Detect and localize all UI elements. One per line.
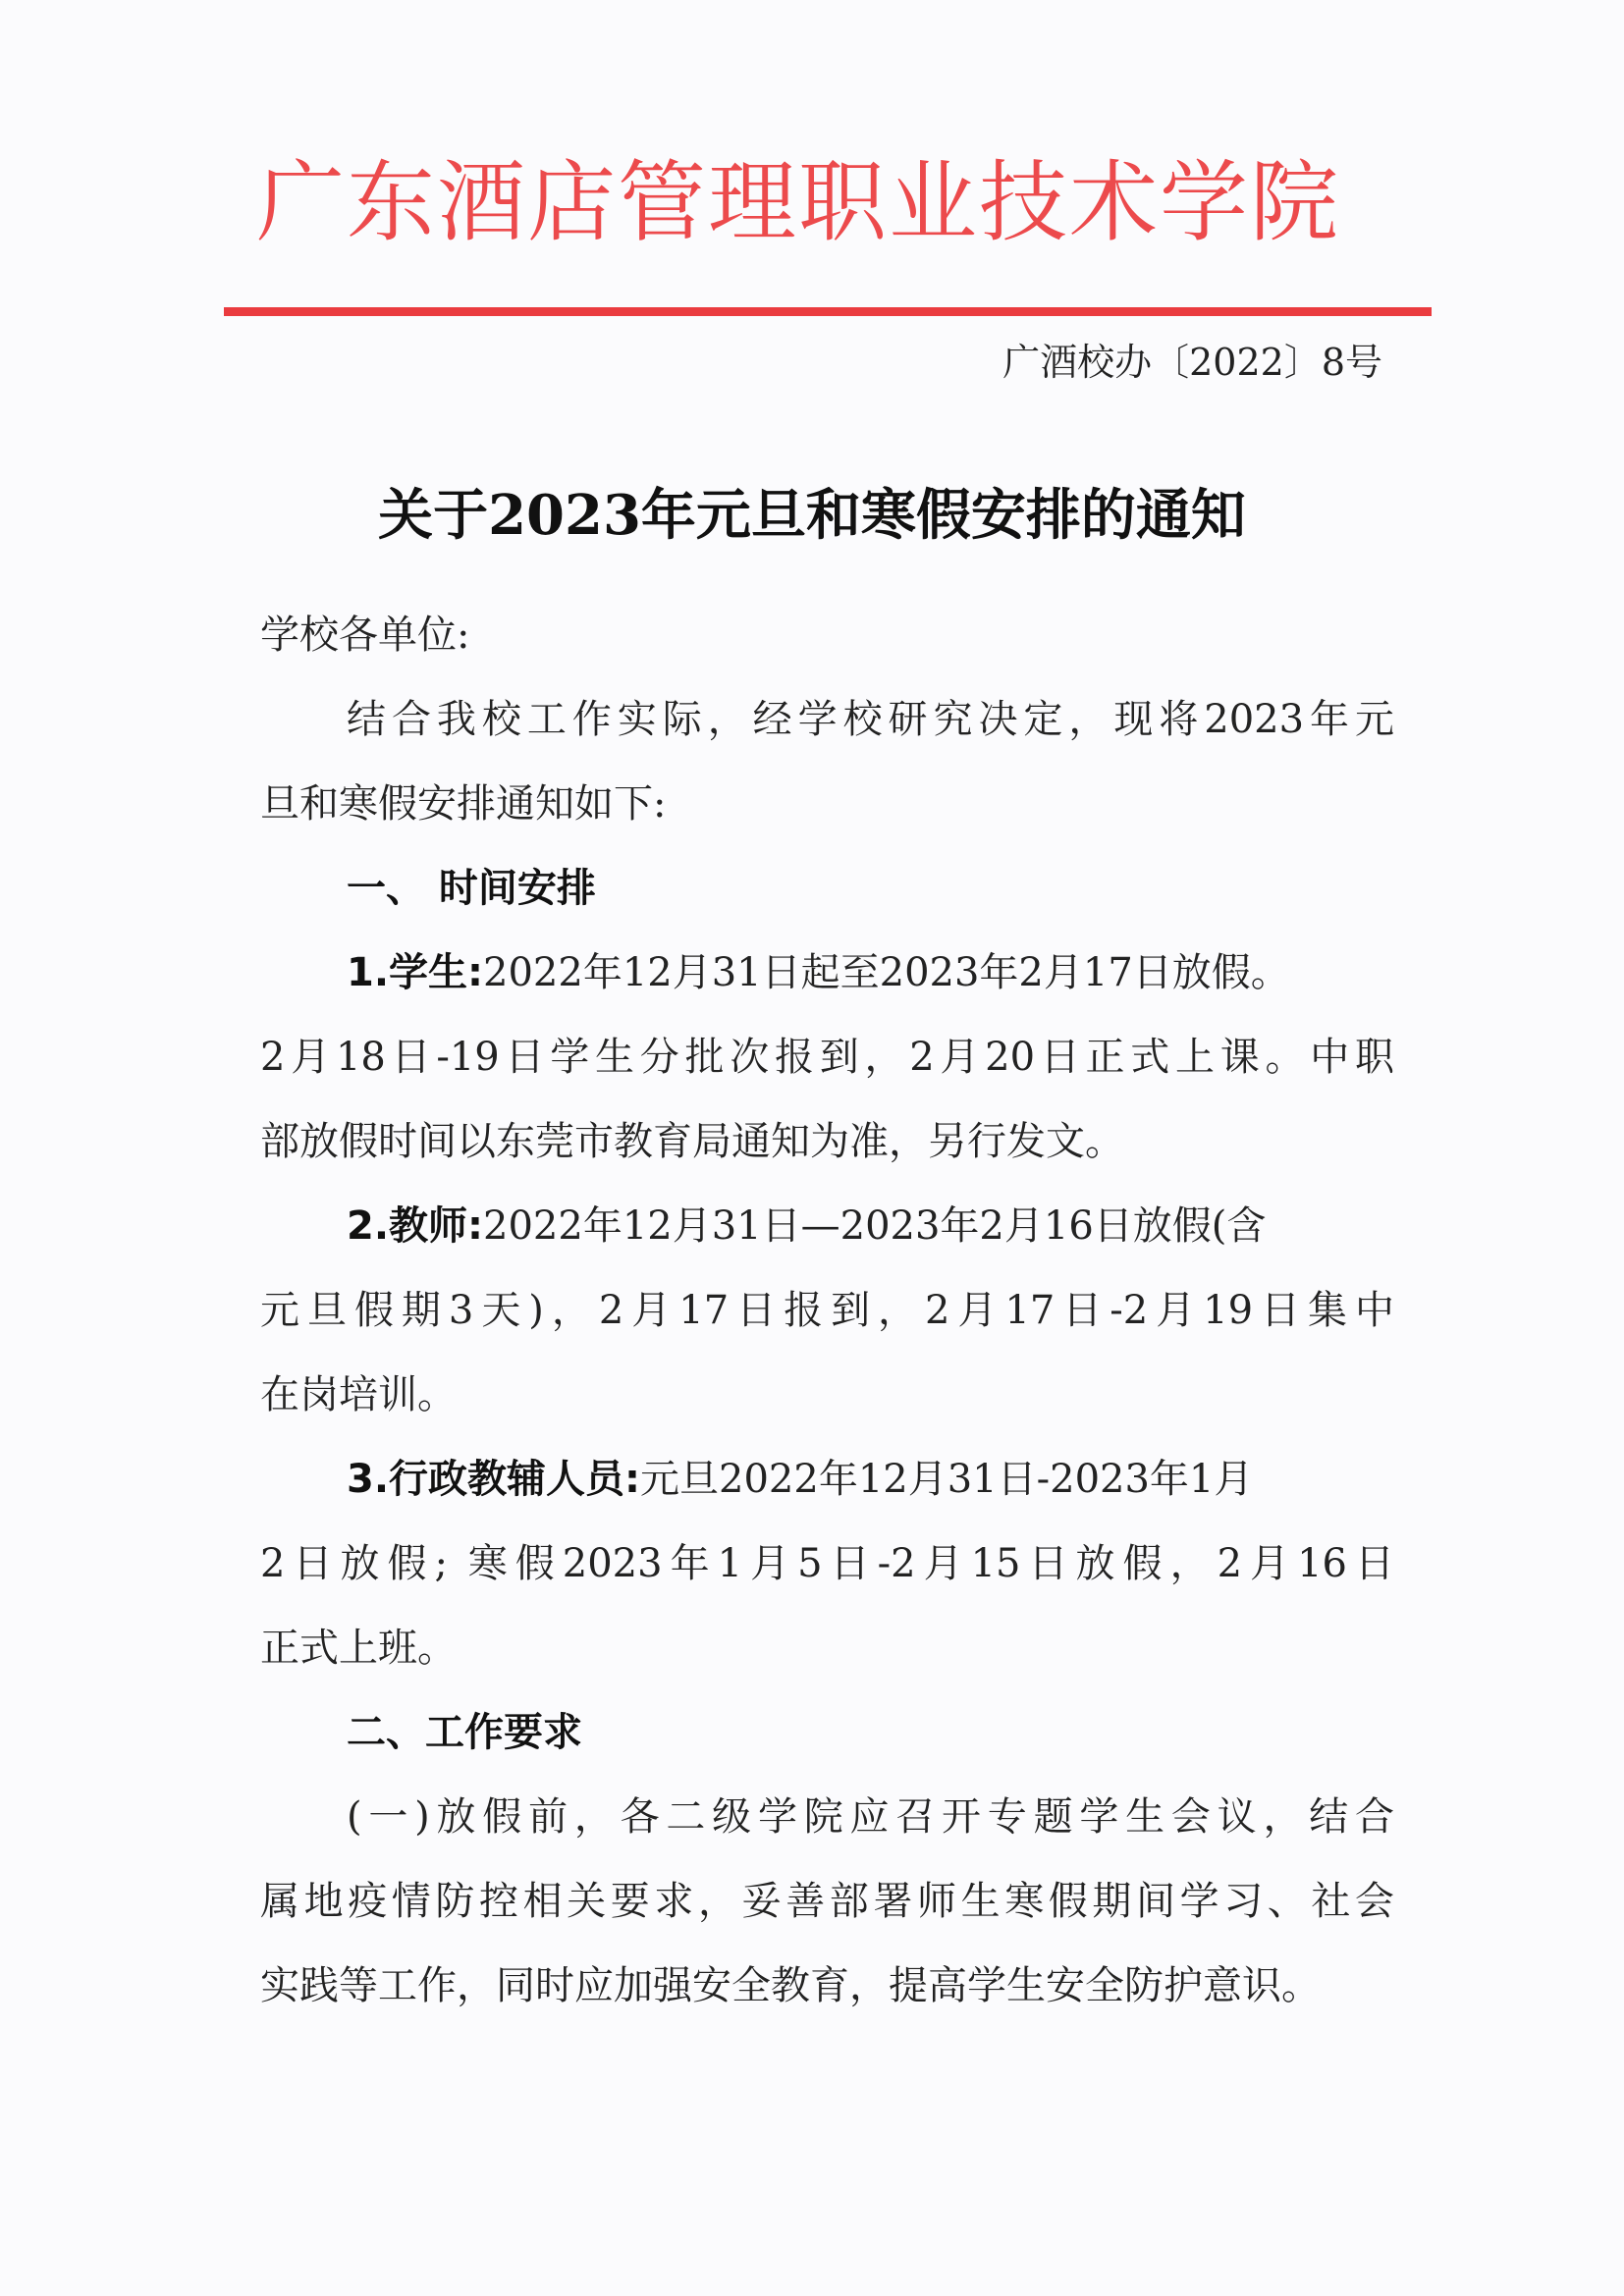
item-3-line-3: 正式上班。 xyxy=(260,1626,457,1671)
notice-body xyxy=(260,593,1394,2028)
item-3-lead: 3.行政教辅人员: xyxy=(347,1457,641,1502)
requirement-1-line-3: 实践等工作，同时应加强安全教育，提高学生安全防护意识。 xyxy=(260,1963,1321,2008)
item-1-line-3: 部放假时间以东莞市教育局通知为准，另行发文。 xyxy=(260,1119,1124,1164)
item-1-line-1 xyxy=(260,931,1394,1015)
intro-line-2: 旦和寒假安排通知如下: xyxy=(260,781,667,827)
document-number: 广酒校办〔2022〕8号 xyxy=(1002,341,1382,384)
item-2-line-2: 元旦假期3天)，2月17日报到，2月17日-2月19日集中 xyxy=(260,1288,1394,1333)
institution-masthead: 广东酒店管理职业技术学院 xyxy=(256,151,1340,254)
section-1-heading: 一、 时间安排 xyxy=(347,866,596,911)
item-1-text: 2022年12月31日起至2023年2月17日放假。 xyxy=(483,950,1290,995)
item-2-line-3: 在岗培训。 xyxy=(260,1372,457,1417)
item-2-line-1 xyxy=(260,1184,1394,1268)
item-3-line-1 xyxy=(260,1437,1394,1522)
item-1-lead: 1.学生: xyxy=(347,950,484,995)
intro-line-1: 结合我校工作实际，经学校研究决定，现将2023年元 xyxy=(347,697,1394,742)
notice-title: 关于2023年元旦和寒假安排的通知 xyxy=(378,483,1246,548)
requirement-1-line-2: 属地疫情防控相关要求，妥善部署师生寒假期间学习、社会 xyxy=(260,1879,1394,1924)
item-3-text: 元旦2022年12月31日-2023年1月 xyxy=(640,1457,1254,1502)
salutation: 学校各单位: xyxy=(260,613,470,658)
red-header-rule xyxy=(224,307,1432,316)
requirement-1-line-1: (一)放假前，各二级学院应召开专题学生会议，结合 xyxy=(347,1794,1394,1840)
item-2-text: 2022年12月31日—2023年2月16日放假(含 xyxy=(483,1203,1267,1249)
item-3-line-2: 2日放假; 寒假2023年1月5日-2月15日放假，2月16日 xyxy=(260,1541,1394,1586)
item-1-line-2: 2月18日-19日学生分批次报到，2月20日正式上课。中职 xyxy=(260,1035,1394,1080)
section-2-heading: 二、工作要求 xyxy=(347,1710,582,1755)
item-2-lead: 2.教师: xyxy=(347,1203,484,1249)
